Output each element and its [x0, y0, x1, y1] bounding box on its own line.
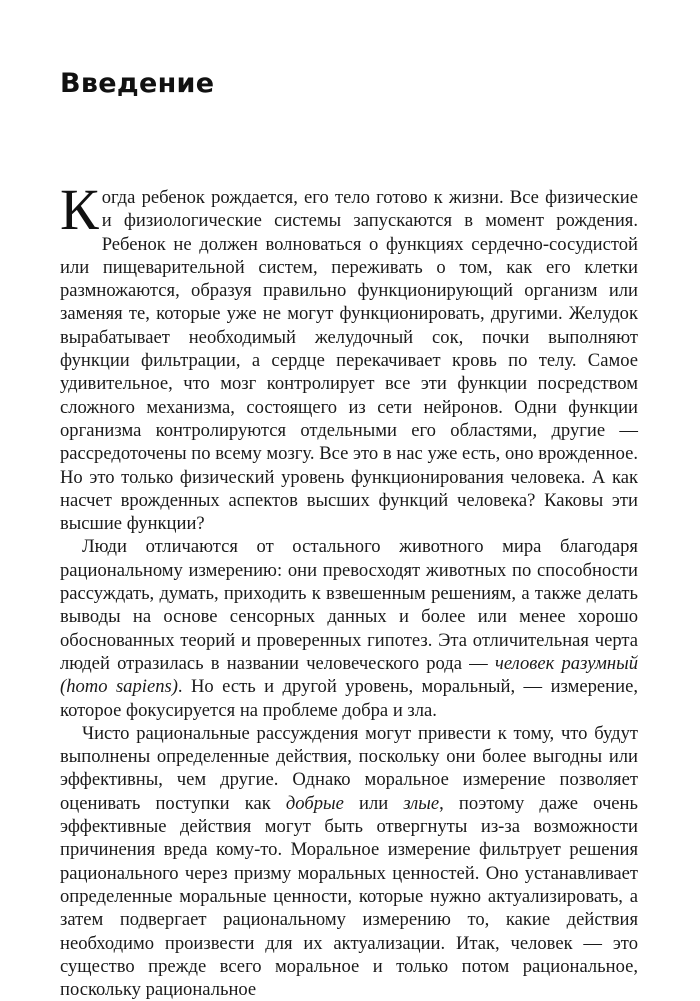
paragraph-3-text-b: или: [343, 792, 404, 814]
paragraph-3: [60, 722, 638, 1001]
paragraph-2-text-b: . Но есть и другой уровень, моральный, — измерение, которое фокусируется на проблеме добра и зла.: [60, 676, 638, 721]
drop-cap: К: [60, 177, 99, 242]
paragraph-2-emphasis: человек разумный (homo sapiens): [60, 652, 638, 698]
paragraph-3-text-c: , поэтому даже очень эффективные действия могут быть отвергнуты из-за возможности причинения вреда кому-то. Моральное измерение фильтрует решения рационального через призму моральных ценностей. Оно устанавливает определенные моральные ценности, которые нужно актуализировать, а затем подвергает рациональному измерению то, какие действия необходимо произвести для их актуализации. Итак, человек — это существо прежде всего моральное и только потом рациональное, поскольку рациональное: [60, 792, 638, 1001]
chapter-title: Введение: [60, 68, 215, 99]
paragraph-3-text-a: Чисто рациональные рассуждения могут привести к тому, что будут выполнены определенные действия, поскольку они более выгодны или эффективны, чем другие. Однако моральное измерение позволяет оценивать поступки как: [60, 722, 638, 814]
paragraph-3-emphasis-a: добрые: [285, 792, 344, 814]
paragraph-1-text: огда ребенок рождается, его тело готово к жизни. Все физические и физиологические системы запускаются в момент рождения. Ребенок не должен волноваться о функциях сердечно-сосудистой или пищеварительной систем, переживать о том, как его клетки размножаются, образуя правильно функционирующий организм или заменяя те, которые уже не могут функционировать, другими. Желудок вырабатывает необходимый желудочный сок, почки выполняют функции фильтрации, а сердце перекачивает кровь по телу. Самое удивительное, что мозг контролирует все эти функции посредством сложного механизма, состоящего из сети нейронов. Одни функции организма контролируются отдельными его областями, другие — рассредоточены по всему мозгу. Все это в нас уже есть, оно врожденное. Но это только физический уровень функционирования человека. А как насчет врожденных аспектов высших функций человека? Каковы эти высшие функции?: [60, 187, 638, 535]
paragraph-2: [60, 535, 638, 721]
paragraph-1: [60, 177, 638, 535]
paragraph-2-text-a: Люди отличаются от остального животного мира благодаря рациональному измерению: они превосходят животных по способности рассуждать, думать, приходить к взвешенным решениям, а также делать выводы на основе сенсорных данных и более или менее хорошо обоснованных теорий и проверенных гипотез. Эта отличительная черта людей отразилась в названии человеческого рода —: [60, 536, 638, 674]
chapter-body: [60, 177, 638, 1001]
paragraph-3-emphasis-b: злые: [403, 792, 440, 814]
